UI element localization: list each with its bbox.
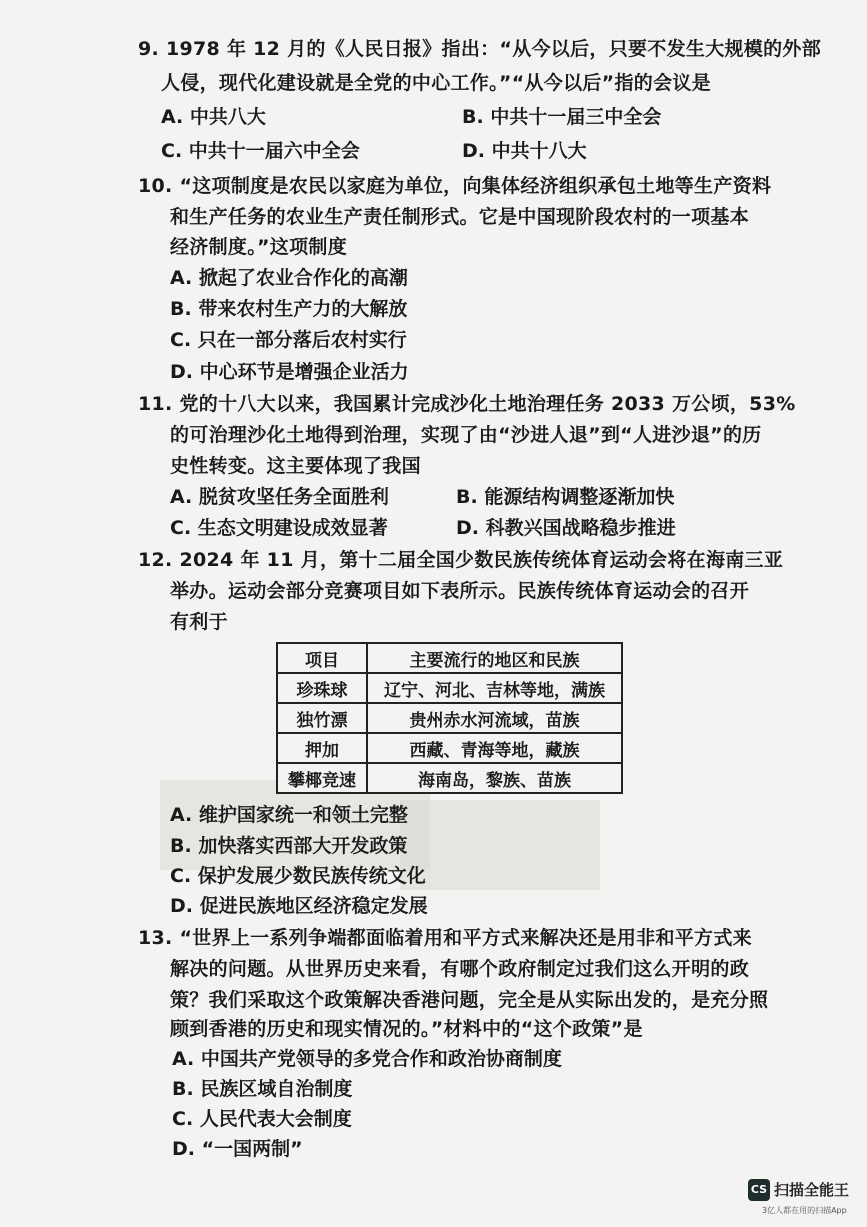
question-text: 11. 党的十八大以来，我国累计完成沙化土地治理任务 2033 万公顷，53% [138, 393, 796, 415]
option-b: B. 加快落实西部大开发政策 [170, 835, 408, 857]
watermark-subtitle: 3亿人都在用的扫描App [762, 1206, 847, 1215]
question-text: 人侵，现代化建设就是全党的中心工作。”“从今以后”指的会议是 [161, 72, 711, 94]
question-text: 史性转变。这主要体现了我国 [170, 455, 421, 477]
table-cell: 西藏、青海等地，藏族 [367, 733, 622, 763]
table-cell: 珍珠球 [277, 673, 367, 703]
option-a: A. 掀起了农业合作化的高潮 [170, 267, 408, 289]
option-d: D. 科教兴国战略稳步推进 [456, 517, 676, 539]
table-cell: 海南岛，黎族、苗族 [367, 763, 622, 793]
question-text: 举办。运动会部分竞赛项目如下表所示。民族传统体育运动会的召开 [170, 580, 750, 602]
option-a: A. 维护国家统一和领土完整 [170, 804, 408, 826]
sports-table [276, 642, 623, 794]
question-text: 经济制度。”这项制度 [170, 236, 347, 258]
watermark-title: 扫描全能王 [774, 1181, 850, 1199]
option-b: B. 带来农村生产力的大解放 [170, 298, 408, 320]
option-c: C. 生态文明建设成效显著 [170, 517, 388, 539]
question-text: 9. 1978 年 12 月的《人民日报》指出：“从今以后，只要不发生大规模的外部 [138, 38, 822, 60]
table-row [277, 763, 622, 793]
option-c: C. 保护发展少数民族传统文化 [170, 865, 426, 887]
scan-shadow [400, 800, 600, 890]
option-c: C. 人民代表大会制度 [172, 1108, 352, 1130]
option-b: B. 民族区域自治制度 [172, 1078, 353, 1100]
table-header-row [277, 643, 622, 673]
option-c: C. 只在一部分落后农村实行 [170, 329, 407, 351]
question-text: 10. “这项制度是农民以家庭为单位，向集体经济组织承包土地等生产资料 [138, 175, 772, 197]
question-text: 策？我们采取这个政策解决香港问题，完全是从实际出发的，是充分照 [170, 989, 769, 1011]
table-header-cell: 项目 [277, 643, 367, 673]
option-c: C. 中共十一届六中全会 [161, 140, 360, 162]
question-text: 解决的问题。从世界历史来看，有哪个政府制定过我们这么开明的政 [170, 958, 750, 980]
question-text: 有利于 [170, 611, 228, 633]
option-a: A. 中共八大 [161, 106, 266, 128]
question-text: 和生产任务的农业生产责任制形式。它是中国现阶段农村的一项基本 [170, 206, 750, 228]
table-cell: 独竹漂 [277, 703, 367, 733]
table-row [277, 733, 622, 763]
option-a: A. 脱贫攻坚任务全面胜利 [170, 486, 389, 508]
table-cell: 押加 [277, 733, 367, 763]
camscanner-logo-icon: CS [748, 1179, 770, 1201]
camscanner-watermark [748, 1179, 858, 1223]
question-text: 的可治理沙化土地得到治理，实现了由“沙进人退”到“人进沙退”的历 [170, 424, 762, 446]
question-text: 顾到香港的历史和现实情况的。”材料中的“这个政策”是 [170, 1018, 643, 1040]
option-d: D. “一国两制” [172, 1138, 303, 1160]
table-cell: 辽宁、河北、吉林等地，满族 [367, 673, 622, 703]
table-cell: 贵州赤水河流域，苗族 [367, 703, 622, 733]
option-b: B. 能源结构调整逐渐加快 [456, 486, 675, 508]
table-row [277, 703, 622, 733]
question-text: 13. “世界上一系列争端都面临着用和平方式来解决还是用非和平方式来 [138, 927, 752, 949]
option-a: A. 中国共产党领导的多党合作和政治协商制度 [172, 1048, 562, 1070]
option-d: D. 促进民族地区经济稳定发展 [170, 895, 428, 917]
question-text: 12. 2024 年 11 月，第十二届全国少数民族传统体育运动会将在海南三亚 [138, 549, 784, 571]
option-d: D. 中共十八大 [462, 140, 587, 162]
table-cell: 攀椰竞速 [277, 763, 367, 793]
table-row [277, 673, 622, 703]
table-header-cell: 主要流行的地区和民族 [367, 643, 622, 673]
option-b: B. 中共十一届三中全会 [462, 106, 662, 128]
option-d: D. 中心环节是增强企业活力 [170, 361, 409, 383]
